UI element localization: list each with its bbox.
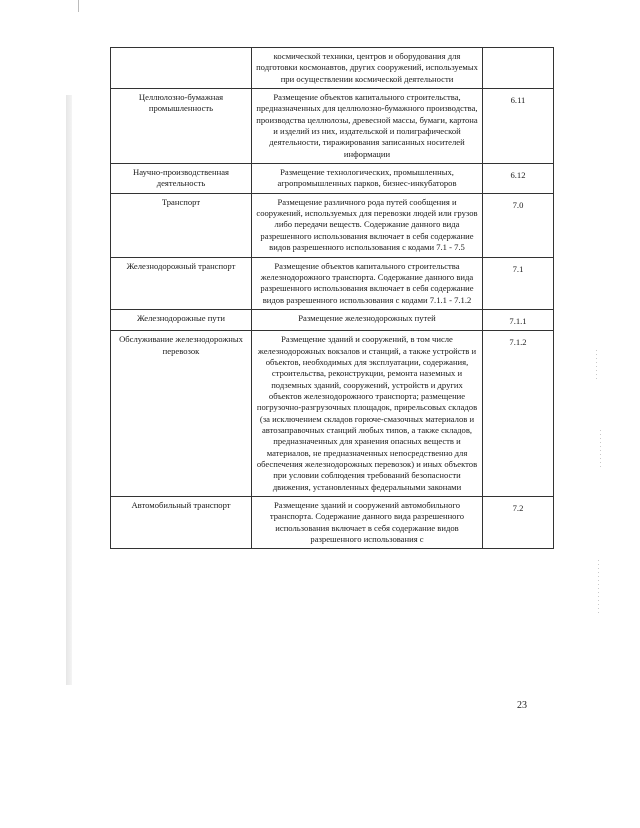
use-name: Автомобильный транспорт [111, 497, 252, 549]
use-name: Транспорт [111, 193, 252, 257]
table-row [111, 164, 554, 194]
use-code: 7.1 [483, 257, 554, 309]
table-row [111, 497, 554, 549]
use-code: 7.1.2 [483, 331, 554, 497]
use-code: 7.1.1 [483, 309, 554, 330]
use-name: Обслуживание железнодорожных перевозок [111, 331, 252, 497]
use-description: Размещение железнодорожных путей [252, 309, 483, 330]
table-row [111, 257, 554, 309]
use-name: Научно-производственная деятельность [111, 164, 252, 194]
scan-noise [598, 560, 599, 615]
scan-binding-shadow [66, 95, 72, 685]
use-description: Размещение объектов капитального строительства железнодорожного транспорта. Содержание данного вида разрешенного использования включает в себя содержание видов разрешенного использования с кодами 7.1.1 - 7.1.2 [252, 257, 483, 309]
use-description: Размещение объектов капитального строительства, предназначенных для целлюлозно-бумажного производства, производства целлюлозы, древесной массы, бумаги, картона и изделий из них, издательской и полиграфической деятельности, тиражирования записанных носителей информации [252, 89, 483, 164]
use-description: космической техники, центров и оборудования для подготовки космонавтов, других сооружений, используемых при осуществлении космической деятельности [252, 48, 483, 89]
use-description: Размещение зданий и сооружений автомобильного транспорта. Содержание данного вида разрешенного использования включает в себя содержание видов разрешенного использования с [252, 497, 483, 549]
use-description: Размещение различного рода путей сообщения и сооружений, используемых для перевозки людей или грузов либо передачи веществ. Содержание данного вида разрешенного использования включает в себя содержание видов разрешенного использования с кодами 7.1 - 7.5 [252, 193, 483, 257]
use-name: Целлюлозно-бумажная промышленность [111, 89, 252, 164]
use-code [483, 48, 554, 89]
table-row [111, 331, 554, 497]
table-row [111, 193, 554, 257]
use-name: Железнодорожные пути [111, 309, 252, 330]
use-code: 7.0 [483, 193, 554, 257]
table-row [111, 89, 554, 164]
land-use-table [110, 47, 554, 549]
page-number: 23 [517, 700, 527, 711]
use-code: 7.2 [483, 497, 554, 549]
use-code: 6.11 [483, 89, 554, 164]
scan-noise [600, 430, 601, 470]
use-description: Размещение зданий и сооружений, в том числе железнодорожных вокзалов и станций, а также устройств и объектов, необходимых для эксплуатации, содержания, строительства, реконструкции, ремонта наземных и подземных зданий, сооружений, устройств и других объектов железнодорожного транспорта; размещение погрузочно-разгрузочных площадок, прирельсовых складов (за исключением складов горюче-смазочных материалов и автозаправочных станций любых типов, а также складов, предназначенных для хранения опасных веществ и материалов, не предназначенных непосредственно для обеспечения железнодорожных перевозок) и иных объектов при условии соблюдения требований безопасности движения, установленных федеральными законами [252, 331, 483, 497]
use-description: Размещение технологических, промышленных, агропромышленных парков, бизнес-инкубаторов [252, 164, 483, 194]
table-row [111, 48, 554, 89]
scan-artifact [78, 0, 79, 12]
use-name: Железнодорожный транспорт [111, 257, 252, 309]
use-code: 6.12 [483, 164, 554, 194]
use-name [111, 48, 252, 89]
scan-noise [596, 350, 597, 380]
table-row [111, 309, 554, 330]
